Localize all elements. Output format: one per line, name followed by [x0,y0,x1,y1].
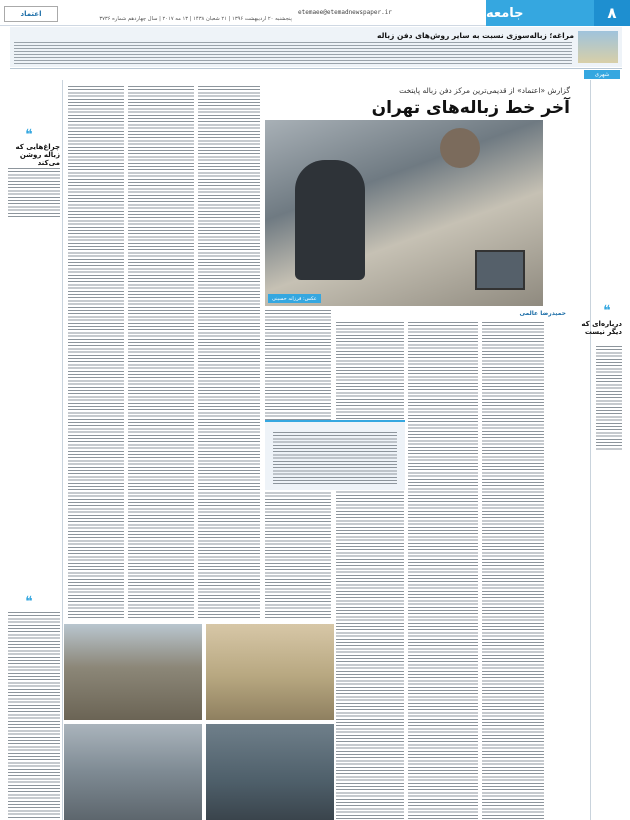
right-sidebar-title: درباره‌ای که دیگر نیست [581,320,622,336]
pull-quote-text [273,432,397,484]
section-email: etemaee@etemadnewspaper.ir [298,9,392,16]
worker-silhouette [295,160,365,280]
column-divider [590,80,591,820]
supertitle: گزارش «اعتماد» از قدیمی‌ترین مرکز دفن زباله پایتخت [399,86,570,95]
article-column-3 [198,86,260,618]
dateline: پنجشنبه ۲۰ اردیبهشت ۱۳۹۶ | ۲۱ شعبان ۱۴۳۸ | ۱۳ مه ۲۰۱۷ | سال چهاردهم شماره ۳۷۳۶ [99,16,292,22]
bottom-photo-1 [64,624,202,720]
headline: آخر خط زباله‌های تهران [371,98,570,118]
bottom-photo-2 [206,624,334,720]
crane-grab [440,128,480,168]
section-label: جامعه [486,0,594,26]
category-tag: شهری [584,70,620,79]
article-column-7 [482,322,544,820]
top-story-thumbnail [578,31,618,63]
photo-credit: عکس: فرزانه حسینی [268,294,321,303]
newspaper-logo: اعتماد [4,6,58,22]
article-column-6 [408,322,478,820]
quote-icon: ❝ [25,127,33,143]
right-sidebar-text [596,346,622,450]
left-sidebar-text-bottom [8,612,60,820]
control-panel [475,250,525,290]
column-divider [62,80,63,820]
quote-icon: ❝ [25,594,33,610]
divider [10,68,622,69]
top-story-title: مراغه؛ زباله‌سوزی نسبت به سایر روش‌های دفن زباله [377,31,574,40]
article-column-5 [336,322,404,820]
bottom-photo-3 [64,724,202,820]
left-sidebar-text [8,168,60,218]
quote-icon: ❝ [603,303,611,319]
page-number: ۸ [594,0,630,26]
left-sidebar-title: چراغ‌هایی که زباله روشن می‌کند [15,143,60,167]
main-photo [265,120,543,306]
bottom-photo-4 [206,724,334,820]
byline: حمیدرضا عالمی [519,310,566,317]
pull-quote-box [265,420,405,490]
top-story-text [14,42,572,64]
article-column-2 [128,86,194,618]
article-column-1 [68,86,124,618]
